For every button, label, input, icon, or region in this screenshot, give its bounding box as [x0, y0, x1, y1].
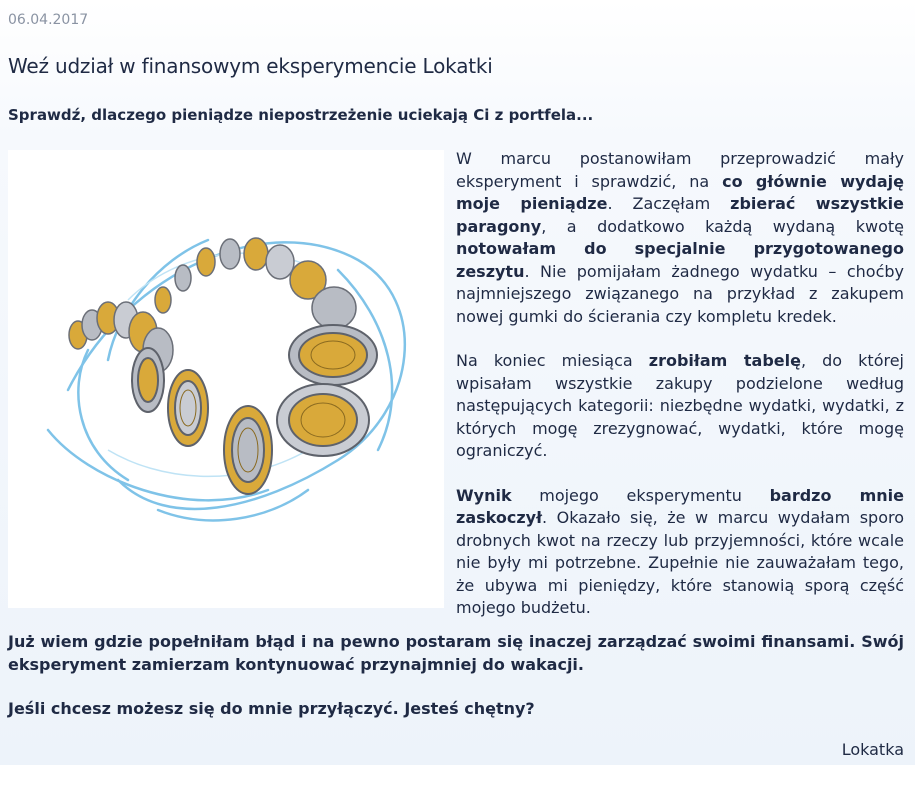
text-span: mojego eksperymentu — [511, 485, 770, 505]
paragraph-experiment — [456, 148, 904, 328]
bold-span: zbierać wszystkie paragony — [456, 194, 905, 236]
bold-span: notowałam do specjalnie przygotowanego zeszytu — [456, 239, 904, 281]
text-span: W marcu postanowiłam przeprowadzić mały eksperyment i sprawdzić, na — [456, 149, 904, 191]
paragraph-conclusion: Już wiem gdzie popełniłam błąd i na pewno postaram się inaczej zarządzać swoimi finansami. Swój eksperyment zamierzam kontynuować przynajmniej do wakacji. — [8, 632, 904, 674]
text-span: . Zaczęłam — [607, 194, 731, 213]
bold-span: zrobiłam tabelę — [648, 351, 801, 370]
author-signature: Lokatka — [841, 740, 904, 759]
paragraph-result — [456, 485, 904, 620]
text-span: , do której wpisałam wszystkie zakupy podzielone według następujących kategorii: niezbędne wydatki, wydatki, z których mogę zrezygnować, wydatki, które mogę ograniczyć. — [456, 351, 904, 460]
post-date: 06.04.2017 — [8, 12, 89, 28]
paragraph-table — [456, 350, 904, 463]
bold-span: co głównie wydaję moje pieniądze — [456, 171, 904, 213]
coins-illustration — [8, 150, 444, 608]
text-span: . Okazało się, że w marcu wydałam sporo drobnych kwot na rzeczy lub przyjemności, które wcale nie były mi potrzebne. Zupełnie nie zauważałam tego, że ubywa mi pieniędzy, które stanowią sporą część mojego budżetu. — [456, 508, 904, 617]
text-span: . Nie pomijałam żadnego wydatku – choćby najmniejszego związanego na przykład z zakupem nowej gumki do ścierania czy kompletu kredek. — [456, 261, 904, 326]
post-title: Weź udział w finansowym eksperymencie Lokatki — [8, 54, 493, 78]
article-body — [456, 148, 904, 642]
paragraph-invite: Jeśli chcesz możesz się do mnie przyłączyć. Jesteś chętny? — [8, 699, 535, 718]
text-span: Na koniec miesiąca — [456, 351, 649, 370]
bold-span: bardzo mnie zaskoczył — [456, 485, 904, 527]
post-subtitle: Sprawdź, dlaczego pieniądze niepostrzeżenie uciekają Ci z portfela... — [8, 106, 594, 124]
text-span: , a dodatkowo każdą wydaną kwotę — [541, 216, 904, 236]
bold-span: Wynik — [456, 485, 512, 505]
